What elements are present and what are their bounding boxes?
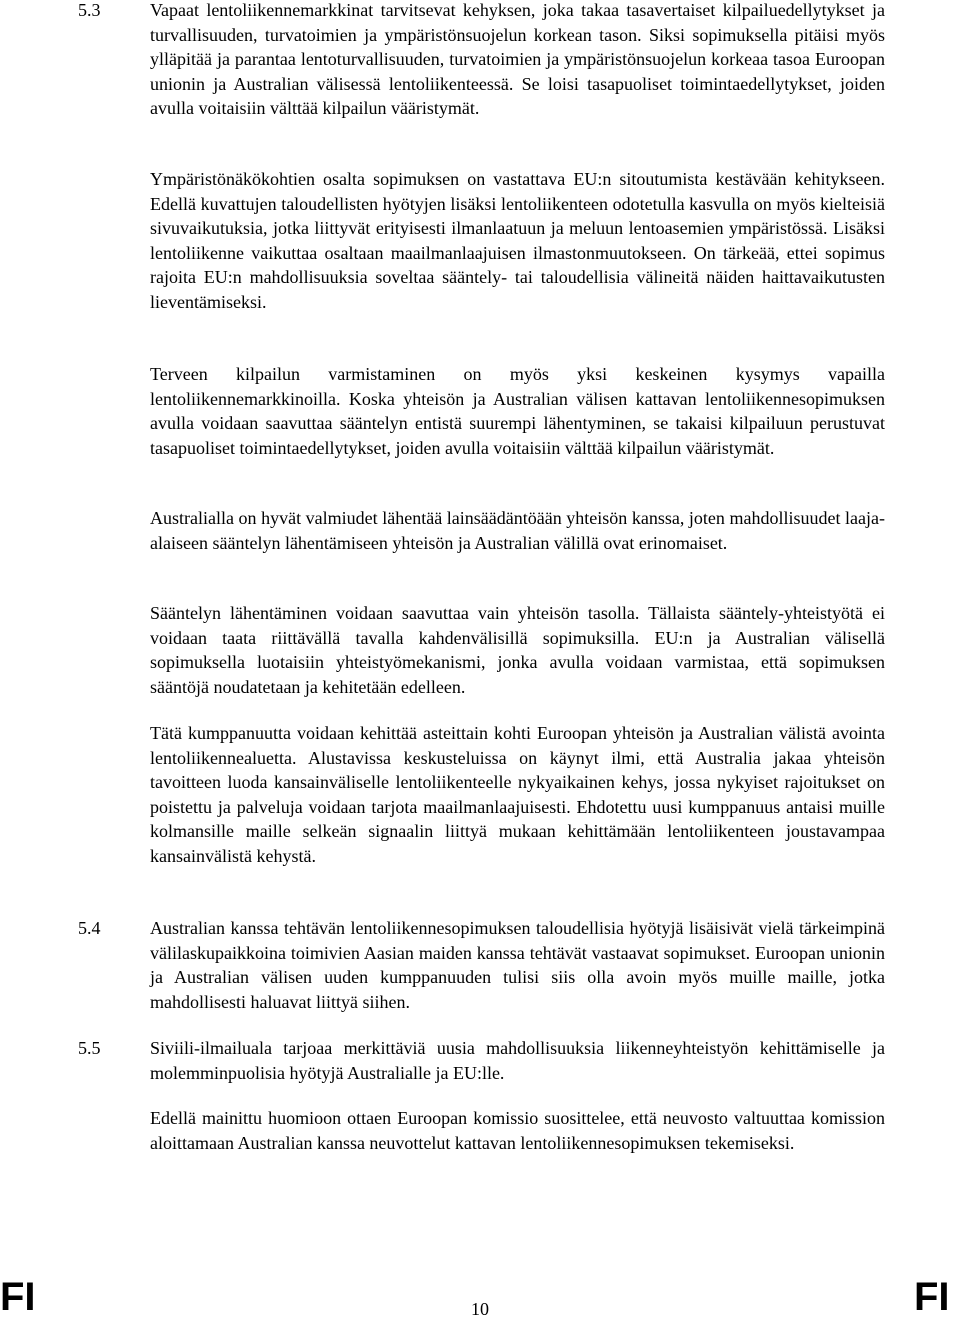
paragraph: Australian kanssa tehtävän lentoliikennesopimuksen taloudellisia hyötyjä lisäisivät vielä tärkeimpinä välilaskupaikkoina toimivien Aasian maiden kanssa tehtävät vastaavat sopimukset. Euroopan unionin ja Australian välisen uuden kumppanuuden tulisi siis olla avoin myös muille maille, jotka mahdollisesti haluavat liittyä siihen. [150, 918, 885, 1012]
section-number: 5.5 [78, 1038, 101, 1058]
paragraph: Terveen kilpailun varmistaminen on myös yksi keskeinen kysymys vapailla lentoliikennemarkkinoilla. Koska yhteisön ja Australian välisen kattavan lentoliikennesopimuksen avulla voidaan saavuttaa sääntelyn entistä suurempi lähentyminen, se takaisi kilpailuun perustuvat tasapuoliset toimintaedellytykset, joiden avulla voitaisiin välttää kilpailun vääristymät. [150, 364, 885, 458]
paragraph: Ympäristönäkökohtien osalta sopimuksen on vastattava EU:n sitoutumista kestävään kehitykseen. Edellä kuvattujen taloudellisten hyötyjen lisäksi lentoliikenteen odotetulla kasvulla on myös kielteisiä sivuvaikutuksia, jotka liittyvät erityisesti ilmanlaatuun ja meluun lentoasemien ympäristössä. Lisäksi lentoliikenne vaikuttaa osaltaan maailmanlaajuisen ilmastonmuutokseen. On tärkeää, ettei sopimus rajoita EU:n mahdollisuuksia soveltaa sääntely- tai taloudellisia välineitä näiden haittavaikutusten lieventämiseksi. [150, 169, 885, 312]
page-number: 10 [471, 1299, 489, 1319]
paragraph: Australialla on hyvät valmiudet lähentää lainsäädäntöään yhteisön kanssa, joten mahdollisuudet laaja-alaiseen sääntelyn lähentämiseen yhteisön ja Australian välillä ovat erinomaiset. [150, 508, 885, 553]
section-number: 5.3 [78, 0, 101, 20]
paragraph: Tätä kumppanuutta voidaan kehittää asteittain kohti Euroopan yhteisön ja Australian välistä avointa lentoliikennealuetta. Alustavissa keskusteluissa on käynyt ilmi, että Australia jakaa yhteisön tavoitteen luoda kansainväliselle lentoliikenteelle nykyaikainen kehys, jossa nykyiset rajoitukset on poistettu ja palveluja voidaan tarjota maailmanlaajuisesti. Ehdotettu uusi kumppanuus antaisi muille kolmansille maille selkeän signaalin liittyä mukaan kehittämään lentoliikenteen joustavampaa kansainvälistä kehystä. [150, 723, 885, 866]
paragraph: Edellä mainittu huomioon ottaen Euroopan komissio suosittelee, että neuvosto valtuuttaa komission aloittamaan Australian kanssa neuvottelut kattavan lentoliikennesopimuksen tekemiseksi. [150, 1108, 885, 1153]
paragraph: Vapaat lentoliikennemarkkinat tarvitsevat kehyksen, joka takaa tasavertaiset kilpailuedellytykset ja turvallisuuden, turvatoimien ja ympäristönsuojelun korkean tason. Siksi sopimuksella pitäisi myös ylläpitää ja parantaa lentoturvallisuuden, turvatoimien ja ympäristönsuojelun korkeaa tasoa Euroopan unionin ja Australian välisessä lentoliikenteessä. Se loisi tasapuoliset toimintaedellytykset, joiden avulla voitaisiin välttää kilpailun vääristymät. [150, 0, 885, 119]
section-number: 5.4 [78, 918, 101, 938]
footer-language-code-right: FI [914, 1275, 950, 1319]
footer-language-code-left: FI [0, 1275, 36, 1319]
paragraph: Sääntelyn lähentäminen voidaan saavuttaa vain yhteisön tasolla. Tällaista sääntely-yhteistyötä ei voidaan taata riittävällä tavalla kahdenvälisillä sopimuksilla. EU:n ja Australian välisellä sopimuksella luotaisiin yhteistyömekanismi, jonka avulla voidaan varmistaa, että sopimuksen sääntöjä noudatetaan ja kehitetään edelleen. [150, 603, 885, 697]
paragraph: Siviili-ilmailuala tarjoaa merkittäviä uusia mahdollisuuksia liikenneyhteistyön kehittämiselle ja molemminpuolisia hyötyjä Australialle ja EU:lle. [150, 1038, 885, 1083]
